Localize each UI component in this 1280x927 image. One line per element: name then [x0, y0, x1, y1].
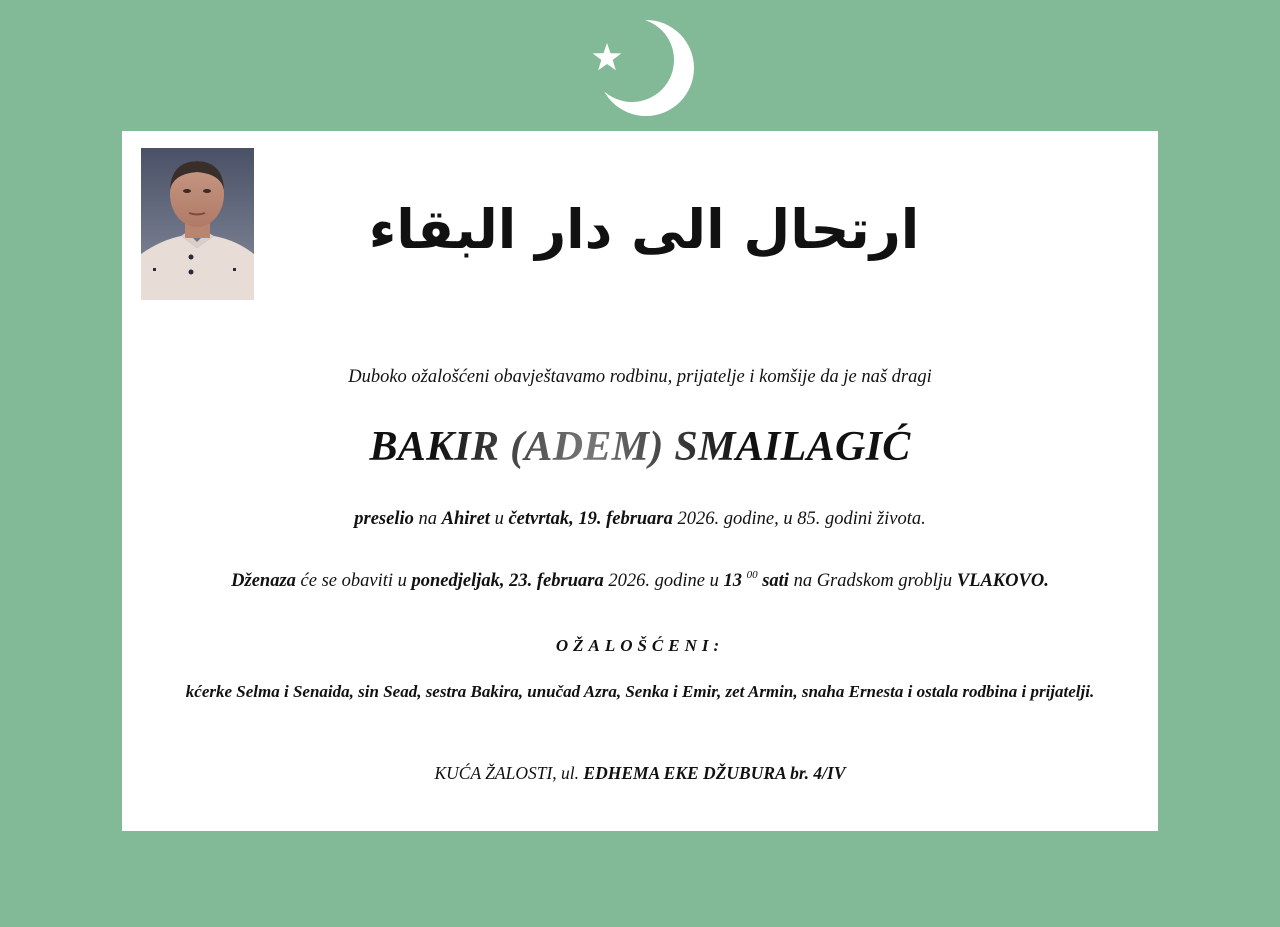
- moved-text-1: na: [413, 509, 442, 529]
- deceased-name: BAKIR (ADEM) SMAILAGIĆ: [122, 423, 1158, 471]
- crescent-star-icon: [588, 16, 698, 120]
- mourners-heading: OŽALOŠĆENI:: [555, 636, 725, 655]
- funeral-text-3: na Gradskom groblju: [788, 571, 957, 591]
- moved-text-3: 2026. godine, u 85. godini života.: [672, 509, 926, 529]
- cemetery-name: VLAKOVO.: [956, 571, 1049, 591]
- funeral-date: ponedjeljak, 23. februara: [411, 571, 604, 591]
- house-address: EDHEMA EKE DŽUBURA br. 4/IV: [583, 763, 846, 783]
- funeral-text-2: 2026. godine u: [603, 571, 724, 591]
- intro-text: Duboko ožalošćeni obavještavamo rodbinu, prijatelje i komšije da je naš dragi: [348, 367, 932, 387]
- deceased-photo: [141, 148, 254, 300]
- sati-word: sati: [757, 571, 789, 591]
- mourners-list: kćerke Selma i Senaida, sin Sead, sestra Bakira, unučad Azra, Senka i Emir, zet Armin, snaha Ernesta i ostala rodbina i prijatelji.: [185, 682, 1095, 701]
- dzenaza-word: Dženaza: [231, 571, 296, 591]
- house-label: KUĆA ŽALOSTI, ul.: [434, 763, 584, 783]
- arabic-calligraphy: [368, 156, 920, 291]
- house-of-mourning: [122, 763, 1158, 784]
- ahiret-word: Ahiret: [441, 509, 490, 529]
- death-announcement: [122, 509, 1158, 530]
- funeral-minutes: 00: [746, 569, 758, 581]
- notice-card: [122, 131, 1158, 831]
- death-date: četvrtak, 19. februara: [508, 509, 673, 529]
- moved-text-2: u: [489, 509, 509, 529]
- funeral-announcement: [122, 571, 1158, 592]
- funeral-hour: 13: [723, 571, 742, 591]
- moved-verb: preselio: [354, 509, 414, 529]
- funeral-text-1: će se obaviti u: [295, 571, 412, 591]
- calligraphy-text: ارتحال الى دار البقاء: [368, 198, 920, 261]
